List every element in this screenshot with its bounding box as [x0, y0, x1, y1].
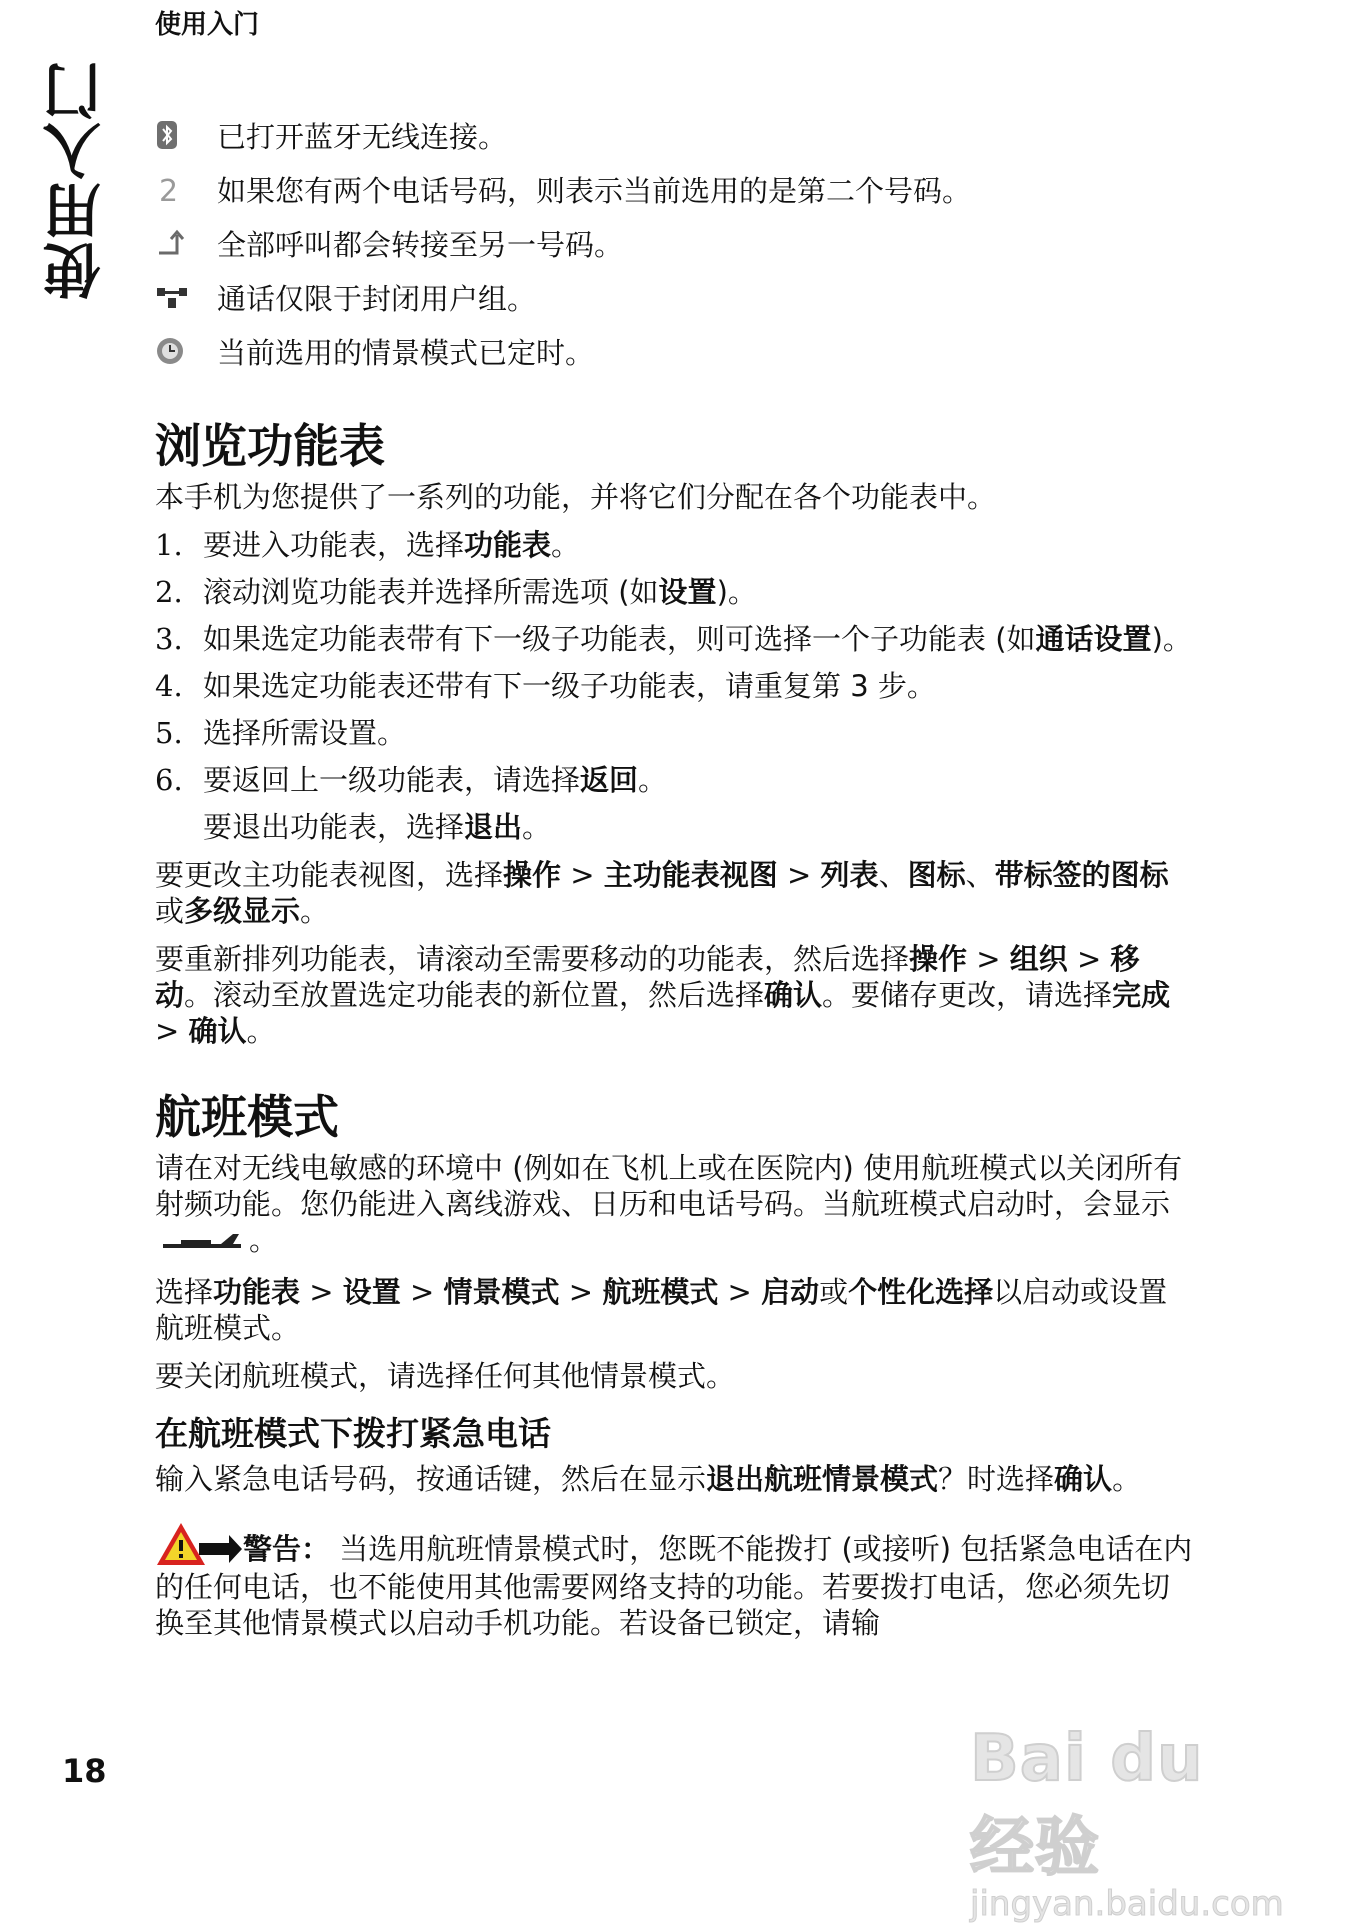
page-content	[155, 108, 1195, 1641]
warning-icon	[155, 1521, 243, 1569]
flight-intro: 请在对无线电敏感的环境中 (例如在飞机上或在医院内) 使用航班模式以关闭所有射频功能。您仍能进入离线游戏、日历和电话号码。当航班模式启动时，会显示 。	[155, 1150, 1195, 1262]
running-header: 使用入门	[155, 10, 260, 40]
call-divert-icon	[155, 223, 217, 263]
indicator-row	[155, 108, 1195, 162]
indicator-text: 如果您有两个电话号码，则表示当前选用的是第二个号码。	[217, 173, 972, 208]
indicator-text: 当前选用的情景模式已定时。	[217, 335, 595, 370]
indicator-row	[155, 162, 1195, 216]
svg-text:2: 2	[159, 174, 179, 205]
section-heading-flight: 航班模式	[155, 1089, 339, 1144]
section-heading-menu: 浏览功能表	[155, 419, 385, 473]
step-item: 2. 滚动浏览功能表并选择所需选项 (如设置)。	[155, 574, 757, 609]
step-item: 3. 如果选定功能表带有下一级子功能表，则可选择一个子功能表 (如通话设置)。	[155, 621, 1192, 656]
warning-note	[155, 1521, 1195, 1641]
rearrange-paragraph: 要重新排列功能表，请滚动至需要移动的功能表，然后选择操作 > 组织 > 移动。滚动至放置选定功能表的新位置，然后选择确认。要储存更改，请选择完成 > 确认。	[155, 941, 1171, 1048]
menu-steps	[155, 527, 1195, 798]
step-item: 4. 如果选定功能表还带有下一级子功能表，请重复第 3 步。	[155, 668, 936, 703]
flight-mode-icon	[161, 1226, 243, 1262]
bluetooth-icon	[155, 115, 217, 155]
indicator-text: 全部呼叫都会转接至另一号码。	[217, 227, 624, 262]
flight-select-paragraph: 选择功能表 > 设置 > 情景模式 > 航班模式 > 启动或个性化选择以启动或设置航班模式。	[155, 1274, 1168, 1345]
watermark-url: jingyan.baidu.com	[970, 1884, 1284, 1924]
watermark-logo: Bai du 经验	[970, 1722, 1204, 1885]
exit-menu-note: 要退出功能表，选择退出。	[203, 809, 552, 844]
timed-profile-icon	[155, 331, 217, 371]
step-item: 6. 要返回上一级功能表，请选择返回。	[155, 762, 668, 797]
indicator-row	[155, 270, 1195, 324]
closed-user-group-icon	[155, 277, 217, 317]
step-item: 5. 选择所需设置。	[155, 715, 407, 750]
emergency-subheading: 在航班模式下拨打紧急电话	[155, 1413, 551, 1453]
baidu-jingyan-watermark	[970, 1722, 1290, 1924]
section-side-tab: 使用入门	[43, 60, 111, 300]
indicator-text: 通话仅限于封闭用户组。	[217, 281, 537, 316]
indicator-row	[155, 216, 1195, 270]
warning-label: 警告：	[243, 1531, 331, 1566]
change-view-paragraph: 要更改主功能表视图，选择操作 > 主功能表视图 > 列表、图标、带标签的图标或多级显示。	[155, 857, 1169, 928]
step-item: 1. 要进入功能表，选择功能表。	[155, 527, 581, 562]
warning-text: 当选用航班情景模式时，您既不能拨打 (或接听) 包括紧急电话在内的任何电话，也不能使用其他需要网络支持的功能。若要拨打电话，您必须先切换至其他情景模式以启动手机功能。若设备已锁定，请输	[155, 1531, 1193, 1640]
page-number: 18	[62, 1752, 107, 1790]
line-2-icon	[155, 169, 217, 209]
indicator-row	[155, 324, 1195, 378]
indicator-text: 已打开蓝牙无线连接。	[217, 119, 508, 154]
menu-intro: 本手机为您提供了一系列的功能，并将它们分配在各个功能表中。	[155, 479, 997, 514]
indicator-list	[155, 108, 1195, 378]
flight-deactivate-note: 要关闭航班模式，请选择任何其他情景模式。	[155, 1358, 736, 1393]
emergency-paragraph: 输入紧急电话号码，按通话键，然后在显示退出航班情景模式？时选择确认。	[155, 1461, 1142, 1496]
